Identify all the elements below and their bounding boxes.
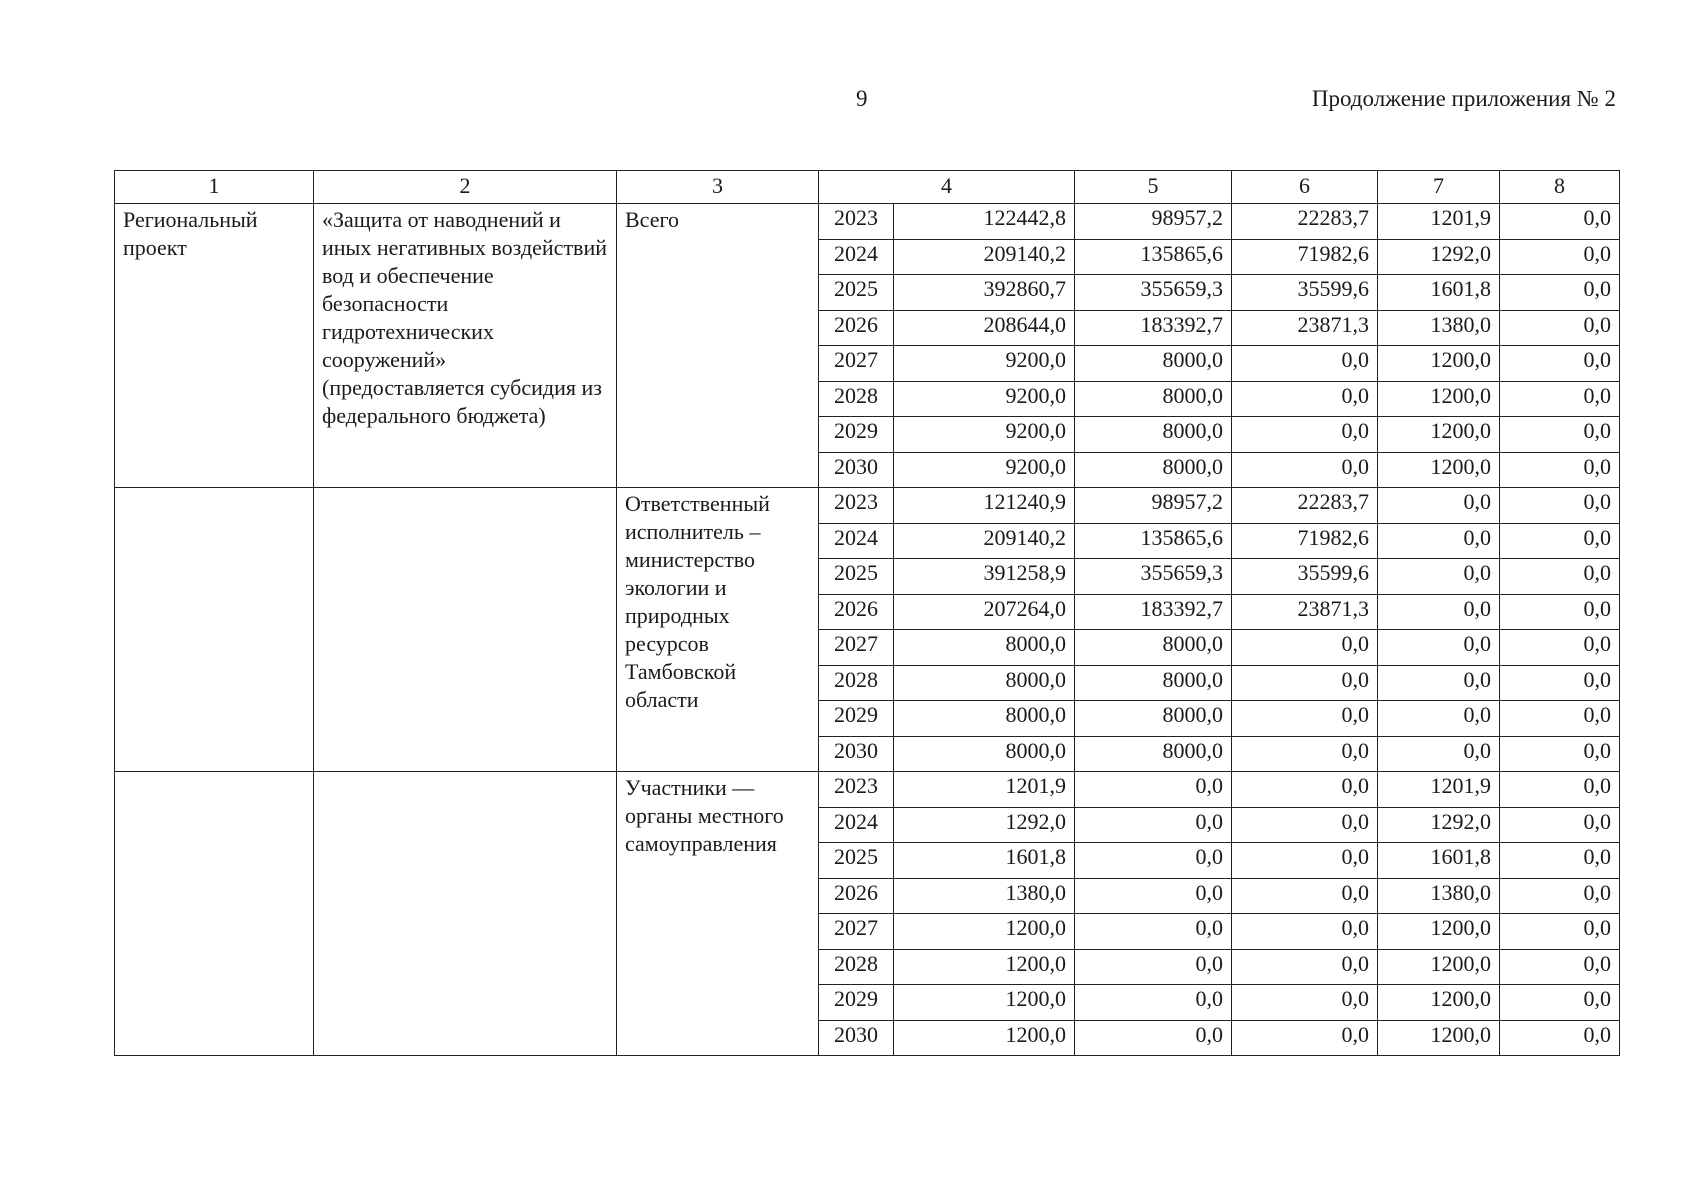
col-header: 8 xyxy=(1500,171,1620,204)
value-cell: 35599,6 xyxy=(1232,275,1378,311)
value-cell: 8000,0 xyxy=(1075,452,1232,488)
participant-cell: Участники — органы местного самоуправления xyxy=(617,772,819,1056)
value-cell: 183392,7 xyxy=(1075,310,1232,346)
project-name-cell xyxy=(314,488,617,772)
value-cell: 122442,8 xyxy=(894,204,1075,240)
year-cell: 2026 xyxy=(819,878,894,914)
value-cell: 8000,0 xyxy=(894,665,1075,701)
value-cell: 1200,0 xyxy=(1378,914,1500,950)
value-cell: 1200,0 xyxy=(894,1020,1075,1056)
value-cell: 1200,0 xyxy=(1378,949,1500,985)
value-cell: 8000,0 xyxy=(894,630,1075,666)
value-cell: 0,0 xyxy=(1500,594,1620,630)
value-cell: 135865,6 xyxy=(1075,239,1232,275)
funding-table xyxy=(114,170,1620,1056)
value-cell: 8000,0 xyxy=(1075,630,1232,666)
project-type-cell: Региональный проект xyxy=(115,204,314,488)
project-type-cell xyxy=(115,488,314,772)
value-cell: 8000,0 xyxy=(1075,417,1232,453)
value-cell: 1201,9 xyxy=(1378,772,1500,808)
value-cell: 1201,9 xyxy=(894,772,1075,808)
col-header: 6 xyxy=(1232,171,1378,204)
page-number: 9 xyxy=(856,86,868,111)
value-cell: 0,0 xyxy=(1500,985,1620,1021)
table-row xyxy=(115,204,1620,240)
value-cell: 0,0 xyxy=(1378,701,1500,737)
value-cell: 0,0 xyxy=(1378,488,1500,524)
value-cell: 0,0 xyxy=(1500,488,1620,524)
col-header: 4 xyxy=(819,171,1075,204)
value-cell: 1200,0 xyxy=(1378,1020,1500,1056)
value-cell: 0,0 xyxy=(1500,559,1620,595)
value-cell: 23871,3 xyxy=(1232,594,1378,630)
column-number-row xyxy=(115,171,1620,204)
table-row xyxy=(115,488,1620,524)
value-cell: 121240,9 xyxy=(894,488,1075,524)
value-cell: 355659,3 xyxy=(1075,559,1232,595)
col-header: 1 xyxy=(115,171,314,204)
value-cell: 0,0 xyxy=(1500,239,1620,275)
value-cell: 0,0 xyxy=(1232,381,1378,417)
value-cell: 1380,0 xyxy=(894,878,1075,914)
year-cell: 2024 xyxy=(819,239,894,275)
value-cell: 0,0 xyxy=(1500,843,1620,879)
value-cell: 23871,3 xyxy=(1232,310,1378,346)
value-cell: 1292,0 xyxy=(894,807,1075,843)
value-cell: 0,0 xyxy=(1500,736,1620,772)
value-cell: 0,0 xyxy=(1075,914,1232,950)
value-cell: 0,0 xyxy=(1075,772,1232,808)
value-cell: 0,0 xyxy=(1500,523,1620,559)
value-cell: 98957,2 xyxy=(1075,204,1232,240)
value-cell: 35599,6 xyxy=(1232,559,1378,595)
value-cell: 9200,0 xyxy=(894,452,1075,488)
value-cell: 0,0 xyxy=(1232,878,1378,914)
project-name-cell: «Защита от наводнений и иных негативных воздействий вод и обеспечение безопасности гидротехнических сооружений» (предоставляется субсидия из федерального бюджета) xyxy=(314,204,617,488)
year-cell: 2024 xyxy=(819,807,894,843)
value-cell: 1292,0 xyxy=(1378,239,1500,275)
value-cell: 0,0 xyxy=(1500,665,1620,701)
value-cell: 98957,2 xyxy=(1075,488,1232,524)
value-cell: 0,0 xyxy=(1500,772,1620,808)
year-cell: 2027 xyxy=(819,630,894,666)
value-cell: 391258,9 xyxy=(894,559,1075,595)
year-cell: 2023 xyxy=(819,204,894,240)
year-cell: 2029 xyxy=(819,985,894,1021)
value-cell: 1201,9 xyxy=(1378,204,1500,240)
year-cell: 2027 xyxy=(819,346,894,382)
value-cell: 0,0 xyxy=(1378,665,1500,701)
year-cell: 2029 xyxy=(819,417,894,453)
value-cell: 1380,0 xyxy=(1378,878,1500,914)
value-cell: 9200,0 xyxy=(894,381,1075,417)
value-cell: 1200,0 xyxy=(1378,452,1500,488)
year-cell: 2028 xyxy=(819,665,894,701)
value-cell: 1200,0 xyxy=(894,914,1075,950)
value-cell: 0,0 xyxy=(1378,594,1500,630)
value-cell: 0,0 xyxy=(1500,1020,1620,1056)
value-cell: 0,0 xyxy=(1232,346,1378,382)
col-header: 2 xyxy=(314,171,617,204)
col-header: 3 xyxy=(617,171,819,204)
value-cell: 0,0 xyxy=(1500,807,1620,843)
col-header: 7 xyxy=(1378,171,1500,204)
value-cell: 0,0 xyxy=(1232,630,1378,666)
value-cell: 0,0 xyxy=(1500,452,1620,488)
year-cell: 2026 xyxy=(819,594,894,630)
year-cell: 2026 xyxy=(819,310,894,346)
value-cell: 355659,3 xyxy=(1075,275,1232,311)
value-cell: 8000,0 xyxy=(1075,381,1232,417)
value-cell: 0,0 xyxy=(1232,843,1378,879)
value-cell: 1380,0 xyxy=(1378,310,1500,346)
value-cell: 0,0 xyxy=(1500,878,1620,914)
year-cell: 2028 xyxy=(819,381,894,417)
value-cell: 0,0 xyxy=(1232,417,1378,453)
value-cell: 0,0 xyxy=(1500,204,1620,240)
value-cell: 209140,2 xyxy=(894,523,1075,559)
value-cell: 0,0 xyxy=(1500,914,1620,950)
value-cell: 8000,0 xyxy=(1075,665,1232,701)
year-cell: 2030 xyxy=(819,452,894,488)
year-cell: 2025 xyxy=(819,559,894,595)
value-cell: 9200,0 xyxy=(894,346,1075,382)
value-cell: 71982,6 xyxy=(1232,239,1378,275)
value-cell: 1292,0 xyxy=(1378,807,1500,843)
col-header: 5 xyxy=(1075,171,1232,204)
value-cell: 0,0 xyxy=(1232,949,1378,985)
project-type-cell xyxy=(115,772,314,1056)
value-cell: 0,0 xyxy=(1378,736,1500,772)
value-cell: 1601,8 xyxy=(1378,843,1500,879)
value-cell: 135865,6 xyxy=(1075,523,1232,559)
participant-cell: Ответственный исполнитель – министерство экологии и природных ресурсов Тамбовской области xyxy=(617,488,819,772)
participant-cell: Всего xyxy=(617,204,819,488)
year-cell: 2030 xyxy=(819,736,894,772)
value-cell: 0,0 xyxy=(1500,310,1620,346)
value-cell: 0,0 xyxy=(1232,452,1378,488)
year-cell: 2025 xyxy=(819,843,894,879)
value-cell: 0,0 xyxy=(1232,1020,1378,1056)
value-cell: 0,0 xyxy=(1075,1020,1232,1056)
value-cell: 0,0 xyxy=(1075,985,1232,1021)
year-cell: 2023 xyxy=(819,772,894,808)
value-cell: 1200,0 xyxy=(894,949,1075,985)
value-cell: 0,0 xyxy=(1500,381,1620,417)
value-cell: 0,0 xyxy=(1232,772,1378,808)
value-cell: 0,0 xyxy=(1075,843,1232,879)
value-cell: 0,0 xyxy=(1500,275,1620,311)
project-name-cell xyxy=(314,772,617,1056)
year-cell: 2028 xyxy=(819,949,894,985)
value-cell: 1200,0 xyxy=(1378,381,1500,417)
value-cell: 183392,7 xyxy=(1075,594,1232,630)
value-cell: 0,0 xyxy=(1075,949,1232,985)
value-cell: 71982,6 xyxy=(1232,523,1378,559)
value-cell: 1601,8 xyxy=(894,843,1075,879)
year-cell: 2030 xyxy=(819,1020,894,1056)
value-cell: 0,0 xyxy=(1232,701,1378,737)
year-cell: 2027 xyxy=(819,914,894,950)
value-cell: 8000,0 xyxy=(1075,736,1232,772)
value-cell: 8000,0 xyxy=(1075,346,1232,382)
value-cell: 207264,0 xyxy=(894,594,1075,630)
year-cell: 2023 xyxy=(819,488,894,524)
value-cell: 8000,0 xyxy=(894,701,1075,737)
table-row xyxy=(115,772,1620,808)
value-cell: 0,0 xyxy=(1075,878,1232,914)
value-cell: 0,0 xyxy=(1500,701,1620,737)
year-cell: 2024 xyxy=(819,523,894,559)
value-cell: 8000,0 xyxy=(1075,701,1232,737)
year-cell: 2029 xyxy=(819,701,894,737)
value-cell: 1200,0 xyxy=(1378,417,1500,453)
table-body xyxy=(115,204,1620,1056)
value-cell: 0,0 xyxy=(1232,807,1378,843)
value-cell: 22283,7 xyxy=(1232,204,1378,240)
value-cell: 0,0 xyxy=(1232,665,1378,701)
value-cell: 0,0 xyxy=(1232,985,1378,1021)
value-cell: 0,0 xyxy=(1378,630,1500,666)
value-cell: 208644,0 xyxy=(894,310,1075,346)
value-cell: 0,0 xyxy=(1378,559,1500,595)
value-cell: 9200,0 xyxy=(894,417,1075,453)
value-cell: 1200,0 xyxy=(1378,985,1500,1021)
value-cell: 0,0 xyxy=(1500,630,1620,666)
value-cell: 209140,2 xyxy=(894,239,1075,275)
value-cell: 1200,0 xyxy=(894,985,1075,1021)
year-cell: 2025 xyxy=(819,275,894,311)
value-cell: 392860,7 xyxy=(894,275,1075,311)
value-cell: 8000,0 xyxy=(894,736,1075,772)
value-cell: 0,0 xyxy=(1075,807,1232,843)
continuation-title: Продолжение приложения № 2 xyxy=(1311,86,1616,111)
value-cell: 0,0 xyxy=(1500,417,1620,453)
value-cell: 0,0 xyxy=(1378,523,1500,559)
value-cell: 0,0 xyxy=(1232,914,1378,950)
value-cell: 0,0 xyxy=(1500,346,1620,382)
value-cell: 22283,7 xyxy=(1232,488,1378,524)
value-cell: 1601,8 xyxy=(1378,275,1500,311)
value-cell: 0,0 xyxy=(1232,736,1378,772)
value-cell: 0,0 xyxy=(1500,949,1620,985)
value-cell: 1200,0 xyxy=(1378,346,1500,382)
